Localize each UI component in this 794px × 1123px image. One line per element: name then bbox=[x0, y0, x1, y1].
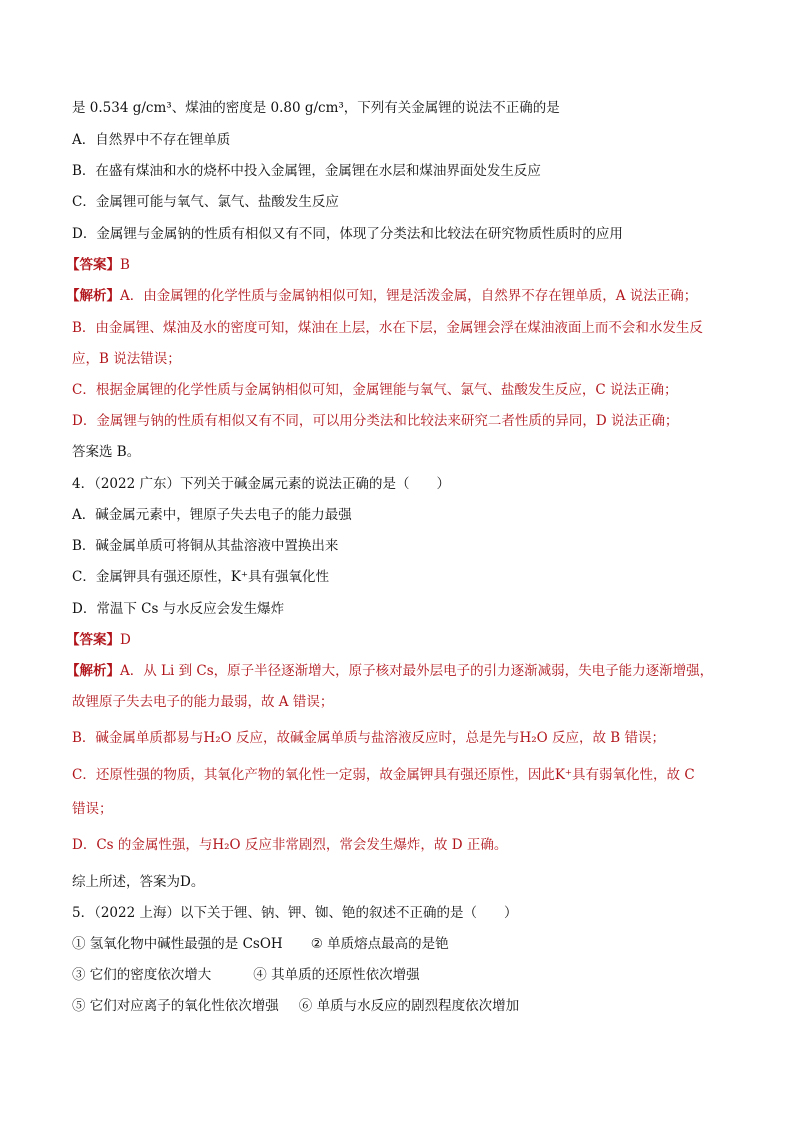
q4-analysis-line-2: 故锂原子失去电子的能力最弱，故 A 错误； bbox=[72, 694, 334, 710]
answer-value: B bbox=[120, 257, 130, 273]
answer-value: D bbox=[120, 632, 131, 648]
analysis-tag: 【解析】 bbox=[66, 288, 120, 304]
q5-statement-row-3 bbox=[72, 996, 519, 1016]
q4-option-d: D．常温下 Cs 与水反应会发生爆炸 bbox=[72, 601, 285, 617]
q3-analysis-line-1 bbox=[66, 286, 697, 306]
question-5-stem: 5．（2022 上海）以下关于锂、钠、钾、铷、铯的叙述不正确的是（ ） bbox=[72, 905, 518, 921]
q3-analysis-line-4: C．根据金属锂的化学性质与金属钠相似可知，金属锂能与氧气、氯气、盐酸发生反应，C 说法正确； bbox=[72, 382, 678, 398]
statement-3: ③ 它们的密度依次增大 bbox=[72, 967, 212, 983]
q4-option-c: C．金属钾具有强还原性，K⁺具有强氧化性 bbox=[72, 569, 330, 585]
q5-statement-row-1 bbox=[72, 934, 449, 954]
q4-answer bbox=[66, 630, 131, 650]
answer-tag: 【答案】 bbox=[66, 257, 120, 273]
q3-option-b: B．在盛有煤油和水的烧杯中投入金属锂，金属锂在水层和煤油界面处发生反应 bbox=[72, 163, 541, 179]
q3-analysis-line-3: 应，B 说法错误； bbox=[72, 351, 181, 367]
answer-tag: 【答案】 bbox=[66, 632, 120, 648]
question-3-stem-tail: 是 0.534 g/cm³、煤油的密度是 0.80 g/cm³，下列有关金属锂的说法不正确的是 bbox=[72, 100, 560, 116]
q4-analysis-line-4: C．还原性强的物质，其氧化产物的氧化性一定弱，故金属钾具有强还原性，因此K⁺具有弱氧化性，故 C bbox=[72, 767, 695, 783]
q4-analysis-line-6: D．Cs 的金属性强，与H₂O 反应非常剧烈，常会发生爆炸，故 D 正确。 bbox=[72, 837, 508, 853]
q4-analysis-line-3: B．碱金属单质都易与H₂O 反应，故碱金属单质与盐溶液反应时，总是先与H₂O 反应，故 B 错误； bbox=[72, 730, 666, 746]
q3-option-a: A．自然界中不存在锂单质 bbox=[72, 132, 231, 148]
statement-5: ⑤ 它们对应离子的氧化性依次增强 bbox=[72, 998, 279, 1014]
q3-option-d: D．金属锂与金属钠的性质有相似又有不同，体现了分类法和比较法在研究物质性质时的应用 bbox=[72, 226, 623, 242]
q3-analysis-line-5: D．金属锂与钠的性质有相似又有不同，可以用分类法和比较法来研究二者性质的异同，D 说法正确； bbox=[72, 413, 679, 429]
q3-answer bbox=[66, 255, 130, 275]
statement-4: ④ 其单质的还原性依次增强 bbox=[253, 967, 420, 983]
q4-analysis-line-5: 错误； bbox=[72, 801, 113, 817]
statement-1: ① 氢氧化物中碱性最强的是 CsOH bbox=[72, 936, 283, 952]
q4-option-a: A．碱金属元素中，锂原子失去电子的能力最强 bbox=[72, 507, 352, 523]
question-4-stem: 4．（2022 广东）下列关于碱金属元素的说法正确的是（ ） bbox=[72, 476, 450, 492]
q5-statement-row-2 bbox=[72, 965, 420, 985]
statement-2: ② 单质熔点最高的是铯 bbox=[310, 936, 449, 952]
analysis-tag: 【解析】 bbox=[66, 663, 120, 679]
statement-6: ⑥ 单质与水反应的剧烈程度依次增加 bbox=[298, 998, 520, 1014]
analysis-text: A．从 Li 到 Cs，原子半径逐渐增大，原子核对最外层电子的引力逐渐减弱，失电子能力逐渐增强， bbox=[120, 663, 714, 679]
q3-option-c: C．金属锂可能与氧气、氯气、盐酸发生反应 bbox=[72, 194, 339, 210]
analysis-text: A．由金属锂的化学性质与金属钠相似可知，锂是活泼金属，自然界不存在锂单质，A 说法正确； bbox=[120, 288, 698, 304]
q4-analysis-line-1 bbox=[66, 661, 713, 681]
q4-option-b: B．碱金属单质可将铜从其盐溶液中置换出来 bbox=[72, 538, 339, 554]
q3-conclusion: 答案选 B。 bbox=[72, 444, 141, 460]
q4-conclusion: 综上所述，答案为D。 bbox=[72, 874, 205, 890]
q3-analysis-line-2: B．由金属锂、煤油及水的密度可知，煤油在上层，水在下层，金属锂会浮在煤油液面上而不会和水发生反 bbox=[72, 320, 703, 336]
